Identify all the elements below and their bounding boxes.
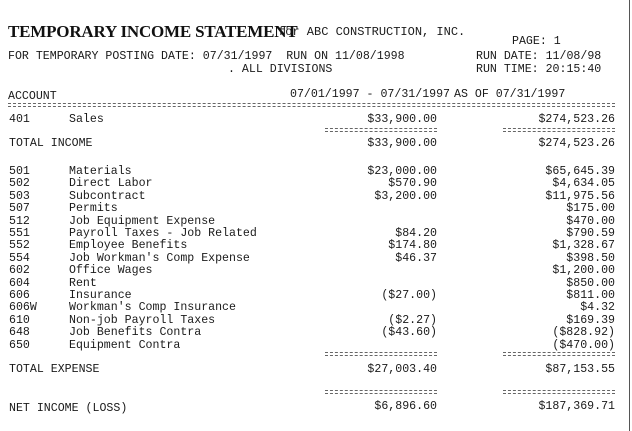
account-name: Equipment Contra — [69, 338, 181, 352]
period-amount: $84.20 — [395, 227, 437, 240]
net-income-period: $6,896.60 — [374, 400, 437, 413]
run-time: RUN TIME: 20:15:40 — [476, 63, 602, 76]
column-header-period: 07/01/1997 - 07/31/1997 — [290, 88, 451, 101]
account-name: Permits — [69, 202, 118, 216]
account-code: 650 — [9, 338, 30, 352]
ytd-amount: $11,975.56 — [545, 189, 615, 203]
total-expense-period: $27,003.40 — [367, 363, 437, 376]
account-code: 507 — [9, 202, 30, 216]
net-divider-ytd — [503, 390, 615, 394]
table-row — [0, 239, 632, 252]
account-code: 512 — [9, 214, 30, 228]
table-row — [0, 339, 632, 352]
ytd-amount: $4.32 — [580, 301, 615, 315]
account-code: 604 — [9, 276, 30, 290]
total-income-ytd: $274,523.26 — [538, 137, 615, 150]
ytd-amount: $175.00 — [566, 202, 615, 216]
total-income-row — [0, 137, 632, 150]
ytd-amount: $850.00 — [566, 276, 615, 290]
header-divider — [8, 103, 615, 107]
expense-divider-period — [325, 352, 437, 356]
ytd-amount: $274,523.26 — [538, 113, 615, 126]
period-amount: ($43.60) — [381, 326, 437, 340]
ytd-amount: $169.39 — [566, 313, 615, 327]
ytd-amount: $398.50 — [566, 251, 615, 265]
ytd-amount: $811.00 — [566, 289, 615, 302]
table-row — [0, 190, 632, 203]
account-code: 551 — [9, 227, 30, 240]
ytd-amount: ($470.00) — [552, 338, 615, 352]
period-amount: ($27.00) — [381, 289, 437, 302]
ytd-amount: ($828.92) — [552, 326, 615, 340]
account-code: 606W — [9, 301, 37, 315]
account-code: 552 — [9, 239, 30, 253]
table-row — [0, 314, 632, 327]
ytd-amount: $1,200.00 — [552, 264, 615, 278]
account-code: 501 — [9, 165, 30, 178]
ytd-amount: $470.00 — [566, 214, 615, 228]
expense-divider-ytd — [503, 352, 615, 356]
ytd-amount: $1,328.67 — [552, 239, 615, 253]
period-amount: $174.80 — [388, 239, 437, 253]
account-name: Workman's Comp Insurance — [69, 301, 236, 315]
period-amount: $46.37 — [395, 251, 437, 265]
table-row — [0, 252, 632, 265]
net-divider-period — [325, 390, 437, 394]
account-code: 602 — [9, 264, 30, 278]
table-row — [0, 165, 632, 178]
run-date: RUN DATE: 11/08/98 — [476, 50, 602, 63]
account-code: 554 — [9, 251, 30, 265]
total-expense-label: TOTAL EXPENSE — [9, 363, 100, 376]
table-row — [0, 215, 632, 228]
table-row — [0, 202, 632, 215]
account-code: 502 — [9, 177, 30, 191]
period-amount: $23,000.00 — [367, 165, 437, 178]
report-title: TEMPORARY INCOME STATEMENT — [8, 22, 298, 41]
account-name: Job Equipment Expense — [69, 214, 216, 228]
account-name: Job Benefits Contra — [69, 326, 202, 340]
column-header-account: ACCOUNT — [8, 90, 57, 103]
account-code: 606 — [9, 289, 30, 302]
total-expense-ytd: $87,153.55 — [545, 363, 615, 376]
account-name: Subcontract — [69, 189, 146, 203]
table-row — [0, 264, 632, 277]
account-name: Insurance — [69, 289, 132, 302]
account-name: Sales — [69, 113, 104, 126]
table-row — [0, 301, 632, 314]
account-name: Job Workman's Comp Expense — [69, 251, 250, 265]
period-amount: ($2.27) — [388, 313, 437, 327]
account-code: 610 — [9, 313, 30, 327]
net-income-ytd: $187,369.71 — [538, 400, 615, 413]
period-amount: $33,900.00 — [367, 113, 437, 126]
total-income-period: $33,900.00 — [367, 137, 437, 150]
account-code: 401 — [9, 113, 30, 126]
page-number: PAGE: 1 — [512, 35, 561, 48]
table-row — [0, 177, 632, 190]
posting-date-line: FOR TEMPORARY POSTING DATE: 07/31/1997 RUN ON 11/08/1998 — [8, 50, 405, 63]
table-row — [0, 113, 632, 126]
account-name: Rent — [69, 276, 97, 290]
divisions-label: . ALL DIVISIONS — [228, 63, 333, 76]
ytd-amount: $4,634.05 — [552, 177, 615, 191]
account-name: Non-job Payroll Taxes — [69, 313, 216, 327]
period-amount: $570.90 — [388, 177, 437, 191]
net-income-label: NET INCOME (LOSS) — [9, 402, 128, 415]
company-name: for ABC CONSTRUCTION, INC. — [278, 25, 466, 39]
table-row — [0, 326, 632, 339]
account-code: 648 — [9, 326, 30, 340]
table-row — [0, 227, 632, 240]
ytd-amount: $790.59 — [566, 227, 615, 240]
period-amount: $3,200.00 — [374, 189, 437, 203]
total-income-label: TOTAL INCOME — [9, 137, 93, 150]
account-name: Office Wages — [69, 264, 153, 278]
subtotal-divider-ytd — [503, 128, 615, 132]
net-income-row — [0, 400, 632, 413]
account-code: 503 — [9, 189, 30, 203]
subtotal-divider-period — [325, 128, 437, 132]
total-expense-row — [0, 363, 632, 376]
account-name: Payroll Taxes - Job Related — [69, 227, 257, 240]
table-row — [0, 289, 632, 302]
ytd-amount: $65,645.39 — [545, 165, 615, 178]
account-name: Direct Labor — [69, 177, 153, 191]
column-header-as-of: AS OF 07/31/1997 — [454, 88, 566, 101]
account-name: Materials — [69, 165, 132, 178]
table-row — [0, 277, 632, 290]
account-name: Employee Benefits — [69, 239, 188, 253]
